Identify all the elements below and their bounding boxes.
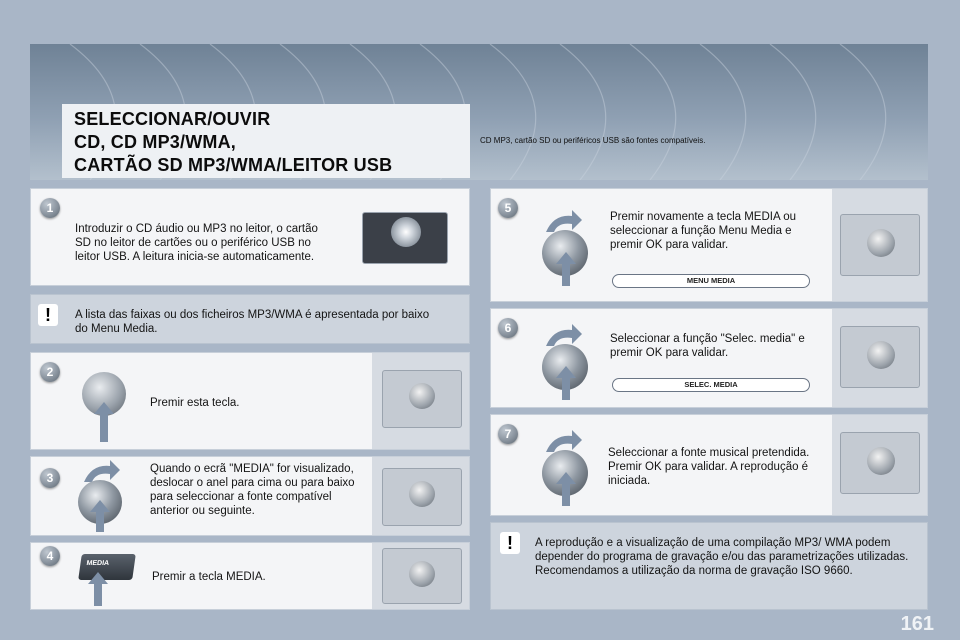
page-title bbox=[62, 106, 462, 178]
media-key-label: MEDIA bbox=[86, 560, 110, 567]
press-arrow-icon bbox=[88, 572, 108, 606]
step-7-radio-illustration bbox=[840, 432, 920, 494]
cd-player-illustration bbox=[362, 212, 448, 264]
header-subtitle: CD MP3, cartão SD ou periféricos USB são fontes compatíveis. bbox=[480, 136, 706, 145]
step-7-badge: 7 bbox=[498, 424, 518, 444]
step-1-text: Introduzir o CD áudio ou MP3 no leitor, o cartão SD no leitor de cartões ou o periférico USB no leitor USB. A leitura inicia-se automaticamente. bbox=[75, 223, 318, 263]
warning-icon: ! bbox=[38, 304, 58, 326]
ok-arrow-icon bbox=[556, 472, 576, 506]
menu-media-pill: MENU MEDIA bbox=[612, 274, 810, 288]
step-5-radio-illustration bbox=[840, 214, 920, 276]
dial-icon bbox=[409, 383, 435, 409]
step-2-text: Premir esta tecla. bbox=[150, 397, 240, 409]
step-3-text: Quando o ecrã "MEDIA" for visualizado, deslocar o anel para cima ou para baixo para seleccionar a fonte compatível anterior ou seguinte. bbox=[150, 463, 355, 517]
step-5-text: Premir novamente a tecla MEDIA ou seleccionar a função Menu Media e premir OK para validar. bbox=[610, 211, 796, 251]
cd-disc-icon bbox=[391, 217, 421, 247]
step-2-badge: 2 bbox=[40, 362, 60, 382]
step-5-badge: 5 bbox=[498, 198, 518, 218]
title-line-2: CD, CD MP3/WMA, bbox=[74, 132, 236, 152]
step-1-badge: 1 bbox=[40, 198, 60, 218]
step-4-radio-illustration bbox=[382, 548, 462, 604]
warning-icon: ! bbox=[500, 532, 520, 554]
ok-arrow-icon bbox=[556, 252, 576, 286]
title-line-1: SELECCIONAR/OUVIR bbox=[74, 109, 271, 129]
dial-icon bbox=[409, 481, 435, 507]
title-line-3: CARTÃO SD MP3/WMA/LEITOR USB bbox=[74, 155, 393, 175]
step-6-text: Seleccionar a função "Selec. media" e premir OK para validar. bbox=[610, 333, 805, 359]
step-3-radio-illustration bbox=[382, 468, 462, 526]
step-6-radio-illustration bbox=[840, 326, 920, 388]
step-4-text: Premir a tecla MEDIA. bbox=[152, 571, 266, 583]
step-2-radio-illustration bbox=[382, 370, 462, 428]
step-6-badge: 6 bbox=[498, 318, 518, 338]
page-number: 161 bbox=[900, 613, 934, 635]
ok-arrow-icon bbox=[556, 366, 576, 400]
selec-media-pill: SELEC. MEDIA bbox=[612, 378, 810, 392]
note-1-text: A lista das faixas ou dos ficheiros MP3/WMA é apresentada por baixo do Menu Media. bbox=[75, 309, 430, 335]
step-3-badge: 3 bbox=[40, 468, 60, 488]
dial-icon bbox=[409, 561, 435, 587]
step-7-text: Seleccionar a fonte musical pretendida. Premir OK para validar. A reprodução é iniciada. bbox=[608, 447, 810, 487]
press-arrow-icon bbox=[94, 402, 114, 442]
dial-icon bbox=[867, 229, 895, 257]
note-2-text: A reprodução e a visualização de uma compilação MP3/ WMA podem depender do programa de gravação e/ou das parametrizações utilizadas. Recomendamos a utilização da norma de gravação ISO 9660. bbox=[535, 537, 909, 577]
ok-arrow-icon bbox=[90, 500, 110, 532]
step-4-badge: 4 bbox=[40, 546, 60, 566]
dial-icon bbox=[867, 341, 895, 369]
dial-icon bbox=[867, 447, 895, 475]
